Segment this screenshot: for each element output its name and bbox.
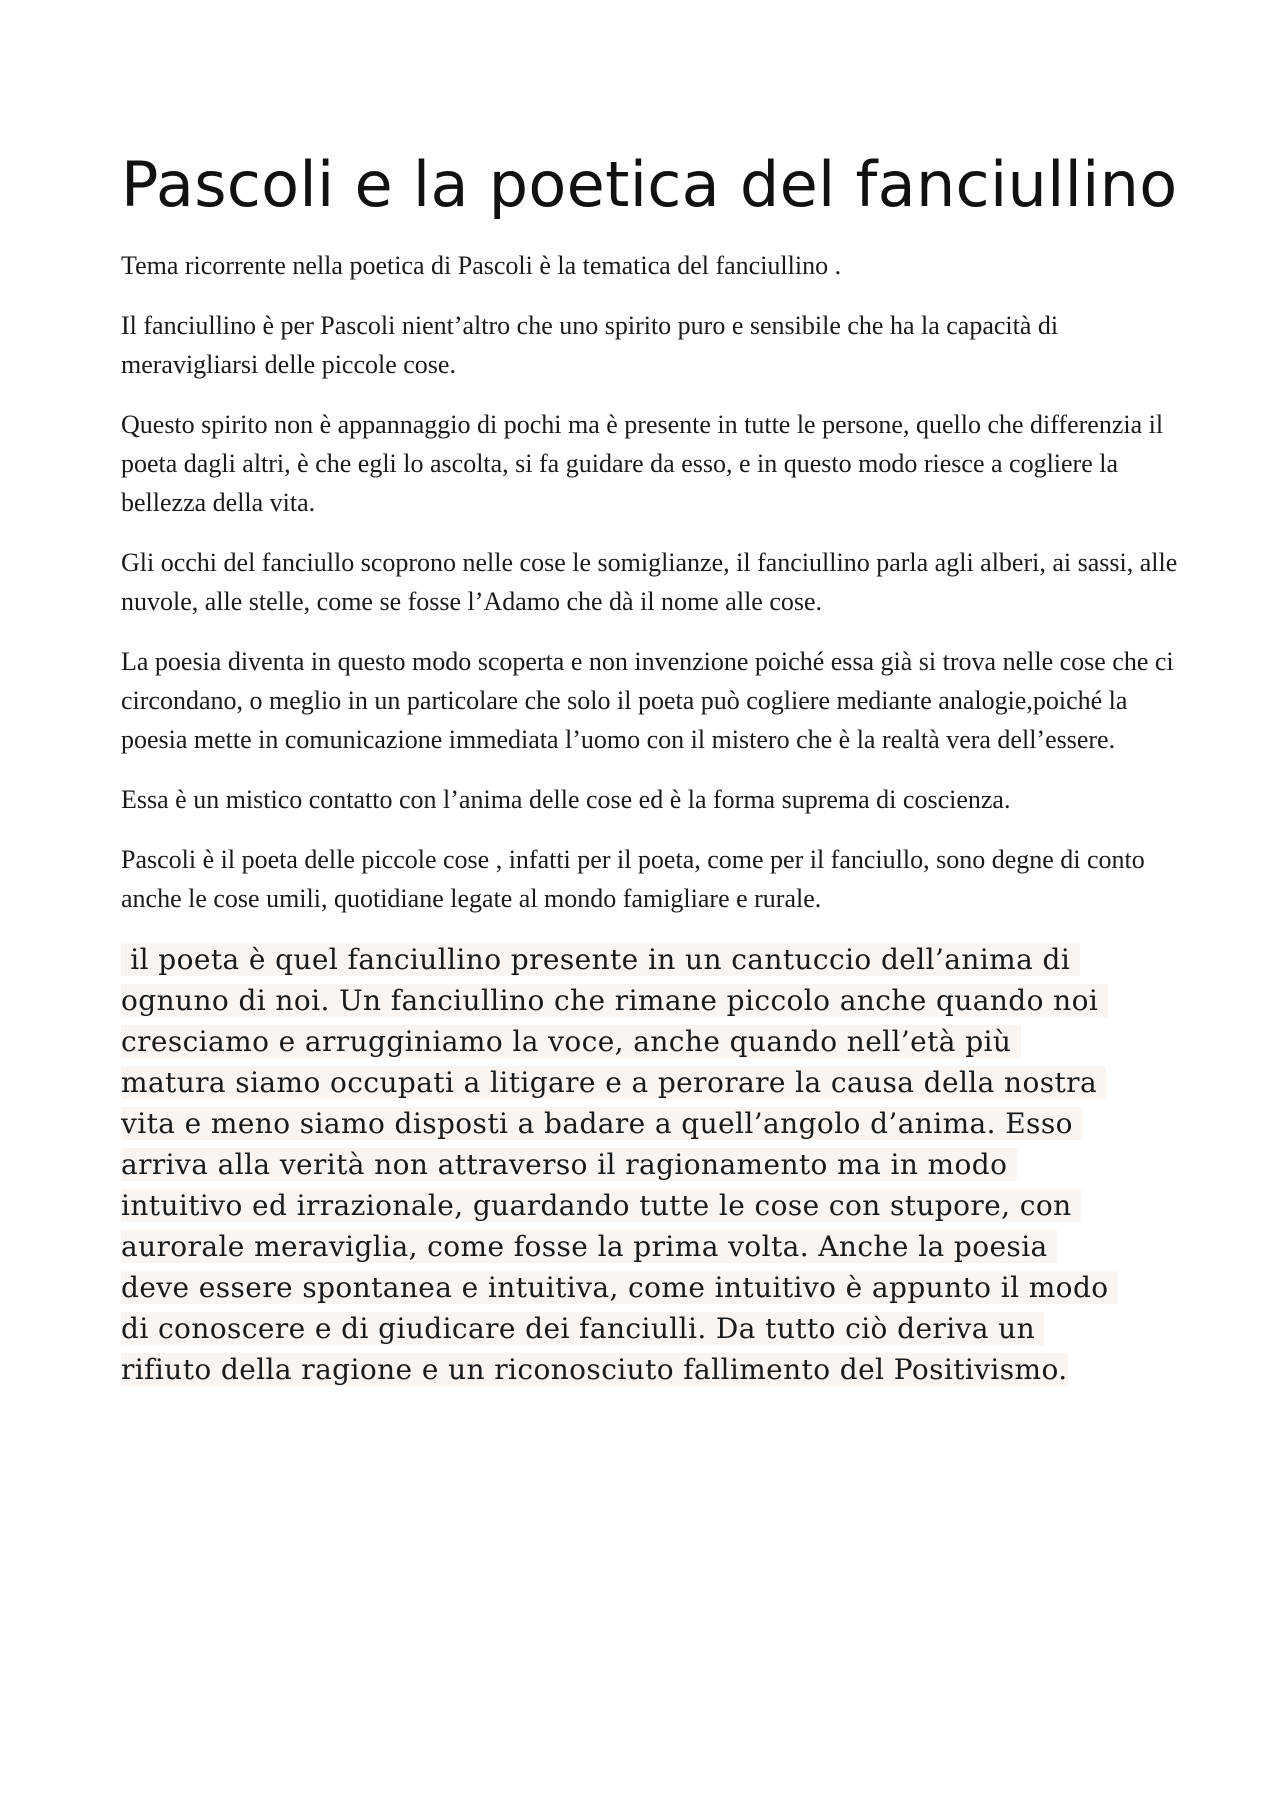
page-title: Pascoli e la poetica del fanciullino	[121, 148, 1178, 221]
highlighted-line: rifiuto della ragione e un riconosciuto fallimento del Positivismo.	[121, 1353, 1068, 1387]
highlighted-line: ognuno di noi. Un fanciullino che rimane piccolo anche quando noi	[121, 984, 1108, 1018]
highlighted-line: aurorale meraviglia, come fosse la prima volta. Anche la poesia	[121, 1230, 1057, 1264]
highlighted-line: cresciamo e arrugginiamo la voce, anche quando nell’età più	[121, 1025, 1021, 1059]
paragraph: Gli occhi del fanciullo scoprono nelle cose le somiglianze, il fanciullino parla agli alberi, ai sassi, alle nuvole, alle stelle, come se fosse l’Adamo che dà il nome alle cose.	[121, 548, 1178, 617]
highlighted-line: matura siamo occupati a litigare e a perorare la causa della nostra	[121, 1066, 1107, 1100]
highlighted-line: intuitivo ed irrazionale, guardando tutte le cose con stupore, con	[121, 1189, 1081, 1223]
highlighted-line: vita e meno siamo disposti a badare a quell’angolo d’anima. Esso	[121, 1107, 1083, 1141]
paragraph: Questo spirito non è appannaggio di pochi ma è presente in tutte le persone, quello che differenzia il poeta dagli altri, è che egli lo ascolta, si fa guidare da esso, e in questo modo riesce a cogliere la bellezza della vita.	[121, 410, 1164, 518]
highlighted-line: di conoscere e di giudicare dei fanciulli. Da tutto ciò deriva un	[121, 1312, 1045, 1346]
highlighted-line: deve essere spontanea e intuitiva, come intuitivo è appunto il modo	[121, 1271, 1118, 1305]
highlighted-paragraph	[121, 939, 1181, 1390]
highlighted-line: il poeta è quel fanciullino presente in un cantuccio dell’anima di	[121, 943, 1080, 977]
highlighted-line: arriva alla verità non attraverso il ragionamento ma in modo	[121, 1148, 1017, 1182]
paragraph: Tema ricorrente nella poetica di Pascoli è la tematica del fanciullino .	[121, 251, 842, 281]
paragraph: Il fanciullino è per Pascoli nient’altro che uno spirito puro e sensibile che ha la capacità di meravigliarsi delle piccole cose.	[121, 311, 1059, 380]
document-body	[121, 148, 1181, 1390]
paragraph: Essa è un mistico contatto con l’anima delle cose ed è la forma suprema di coscienza.	[121, 785, 1011, 815]
paragraph: Pascoli è il poeta delle piccole cose , infatti per il poeta, come per il fanciullo, sono degne di conto anche le cose umili, quotidiane legate al mondo famigliare e rurale.	[121, 845, 1145, 914]
paragraph: La poesia diventa in questo modo scoperta e non invenzione poiché essa già si trova nelle cose che ci circondano, o meglio in un particolare che solo il poeta può cogliere mediante analogie,poiché la poesia mette in comunicazione immediata l’uomo con il mistero che è la realtà vera dell’essere.	[121, 647, 1174, 755]
